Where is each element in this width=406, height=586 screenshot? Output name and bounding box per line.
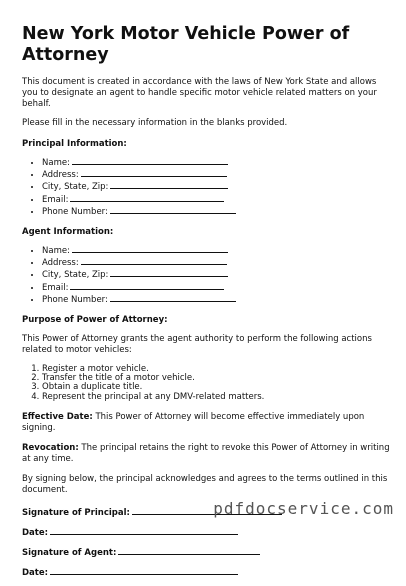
effective-date-paragraph — [22, 412, 392, 434]
purpose-text: This Power of Attorney grants the agent authority to perform the following actions related to motor vehicles: — [22, 334, 372, 356]
agent-date-blank[interactable] — [50, 566, 238, 575]
principal-address-field: • Address: — [42, 168, 392, 180]
agent-name-field: • Name: — [42, 244, 392, 256]
principal-address-blank[interactable] — [81, 168, 227, 177]
effective-date-text: This Power of Attorney will become effective immediately upon signing. — [22, 411, 365, 433]
principal-heading: Principal Information: — [22, 139, 127, 149]
principal-name-field: • Name: — [42, 156, 392, 168]
principal-phone-field: • Phone Number: — [42, 205, 392, 217]
agent-address-field: • Address: — [42, 256, 392, 268]
agent-email-field: • Email: — [42, 281, 392, 293]
action-item: 1. Register a motor vehicle. — [42, 365, 392, 374]
action-item: 4. Represent the principal at any DMV-related matters. — [42, 393, 392, 402]
agent-city-blank[interactable] — [110, 268, 228, 277]
fill-in-instructions: Please fill in the necessary information in the blanks provided. — [22, 118, 288, 128]
principal-name-blank[interactable] — [72, 156, 228, 165]
agent-email-blank[interactable] — [70, 281, 224, 290]
principal-city-blank[interactable] — [110, 180, 228, 189]
effective-date-label: Effective Date: — [22, 411, 93, 422]
watermark: pdfdocservice.com — [213, 499, 394, 518]
acknowledgment-paragraph: By signing below, the principal acknowledges and agrees to the terms outlined in this document. — [22, 473, 388, 495]
agent-signature-blank[interactable] — [118, 546, 260, 555]
revocation-paragraph — [22, 443, 392, 465]
principal-date-line: Date: — [22, 526, 392, 539]
purpose-action-list — [22, 365, 392, 402]
action-item: 3. Obtain a duplicate title. — [42, 383, 392, 392]
intro-paragraph: This document is created in accordance with the laws of New York State and allows you to designate an agent to handle specific motor vehicle related matters on your behalf. — [22, 77, 377, 109]
agent-address-blank[interactable] — [81, 256, 227, 265]
agent-phone-blank[interactable] — [110, 293, 236, 302]
principal-email-blank[interactable] — [70, 193, 224, 202]
agent-field-list — [22, 244, 392, 305]
agent-city-field: • City, State, Zip: — [42, 268, 392, 280]
principal-city-field: • City, State, Zip: — [42, 180, 392, 192]
agent-heading: Agent Information: — [22, 227, 114, 238]
principal-field-list — [22, 156, 392, 217]
principal-phone-blank[interactable] — [110, 205, 236, 214]
agent-signature-line: Signature of Agent: — [22, 546, 392, 559]
agent-name-blank[interactable] — [72, 244, 228, 253]
document-title: New York Motor Vehicle Power of Attorney — [22, 24, 350, 65]
principal-signature-line: Signature of Principal: — [22, 506, 392, 519]
revocation-text: The principal retains the right to revoke this Power of Attorney in writing at any time. — [22, 442, 390, 464]
agent-phone-field: • Phone Number: — [42, 293, 392, 305]
agent-date-line: Date: — [22, 566, 392, 579]
principal-date-blank[interactable] — [50, 526, 238, 535]
purpose-heading: Purpose of Power of Attorney: — [22, 315, 168, 326]
revocation-label: Revocation: — [22, 442, 79, 453]
action-item: 2. Transfer the title of a motor vehicle. — [42, 374, 392, 383]
principal-email-field: • Email: — [42, 193, 392, 205]
